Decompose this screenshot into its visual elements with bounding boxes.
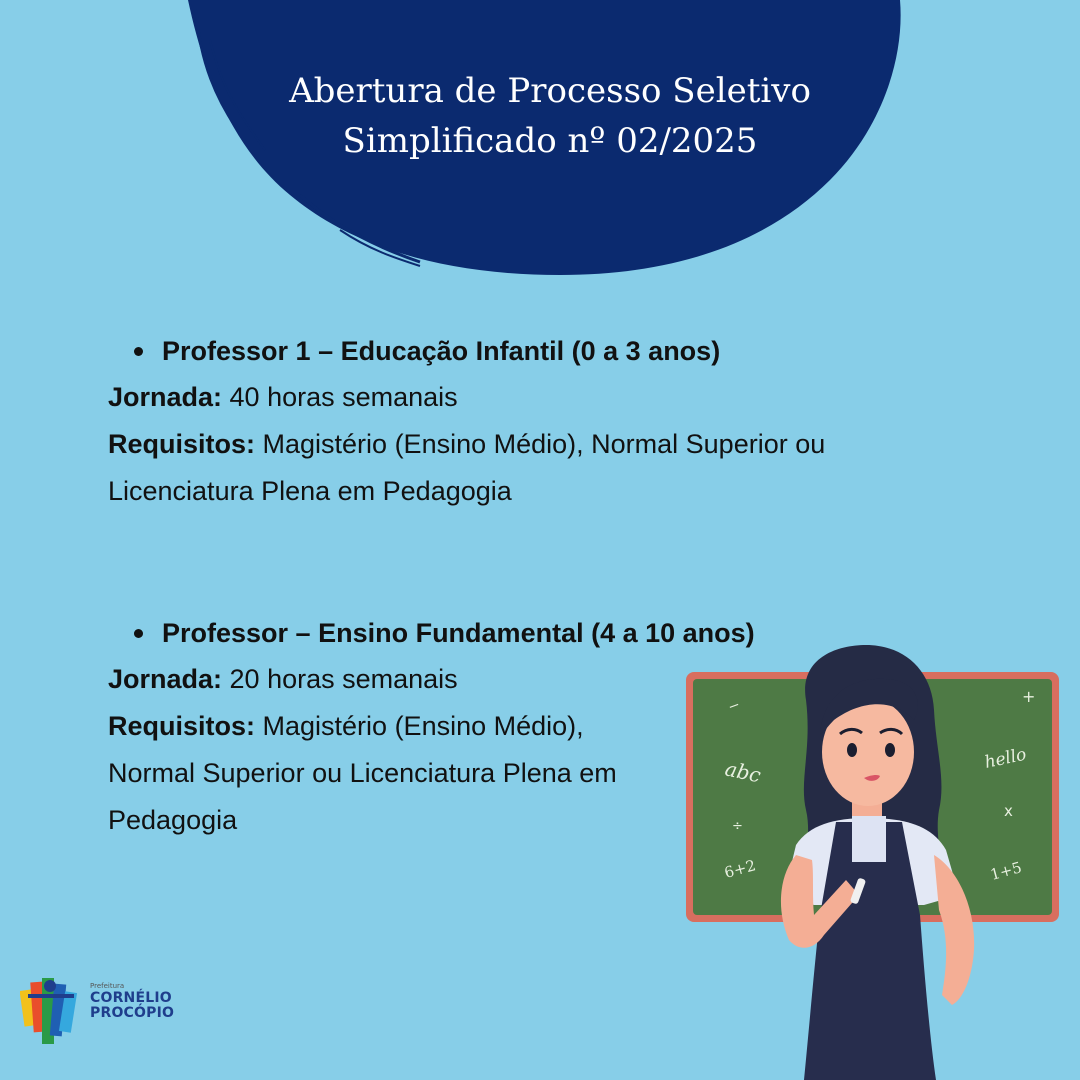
logo-procopio: PROCÓPIO (90, 1005, 175, 1021)
logo-prefeitura: Prefeitura (90, 982, 125, 990)
chalk-6plus2: 6+2 (722, 856, 758, 882)
city-logo (20, 972, 180, 1052)
jornada-line (108, 656, 678, 703)
requisitos-line (108, 703, 678, 750)
jornada-label: Jornada: (108, 664, 223, 694)
requisitos-line-3: Pedagogia (108, 805, 238, 835)
logo-mark-icon (20, 972, 84, 1050)
chalk-abc: abc (722, 756, 764, 788)
requisitos-label: Requisitos: (108, 711, 256, 741)
chalk-times: x (1004, 802, 1013, 820)
logo-text (90, 982, 174, 1021)
title-line-2: Simplificado nº 02/2025 (342, 121, 758, 161)
requisitos-text: Magistério (Ensino Médio), Normal Superior ou (255, 429, 826, 459)
bullet-icon (134, 629, 143, 638)
requisitos-line-2: Licenciatura Plena em Pedagogia (108, 476, 512, 506)
chalk-hello: hello (982, 744, 1029, 773)
jornada-value: 40 horas semanais (222, 382, 458, 412)
job-listing-1 (108, 328, 928, 515)
chalk-divide: ÷ (732, 819, 743, 834)
jornada-line (108, 374, 928, 421)
jornada-label: Jornada: (108, 382, 223, 412)
requisitos-line-2: Normal Superior ou Licenciatura Plena em (108, 758, 617, 788)
chalk-minus: − (725, 696, 743, 716)
jornada-value: 20 horas semanais (222, 664, 458, 694)
job-title: Professor – Ensino Fundamental (4 a 10 anos) (162, 618, 755, 648)
title-line-1: Abertura de Processo Seletivo (289, 71, 811, 111)
logo-cornelio: CORNÉLIO (90, 990, 172, 1006)
job-title: Professor 1 – Educação Infantil (0 a 3 anos) (162, 336, 721, 366)
chalk-1plus5: 1+5 (988, 858, 1024, 884)
requisitos-line (108, 421, 928, 468)
requisitos-text: Magistério (Ensino Médio), (255, 711, 584, 741)
page-title (230, 66, 870, 166)
bullet-icon (134, 347, 143, 356)
job-heading (108, 328, 928, 374)
teacher-illustration (684, 640, 1064, 1080)
requisitos-label: Requisitos: (108, 429, 256, 459)
chalk-plus: + (1022, 687, 1036, 706)
